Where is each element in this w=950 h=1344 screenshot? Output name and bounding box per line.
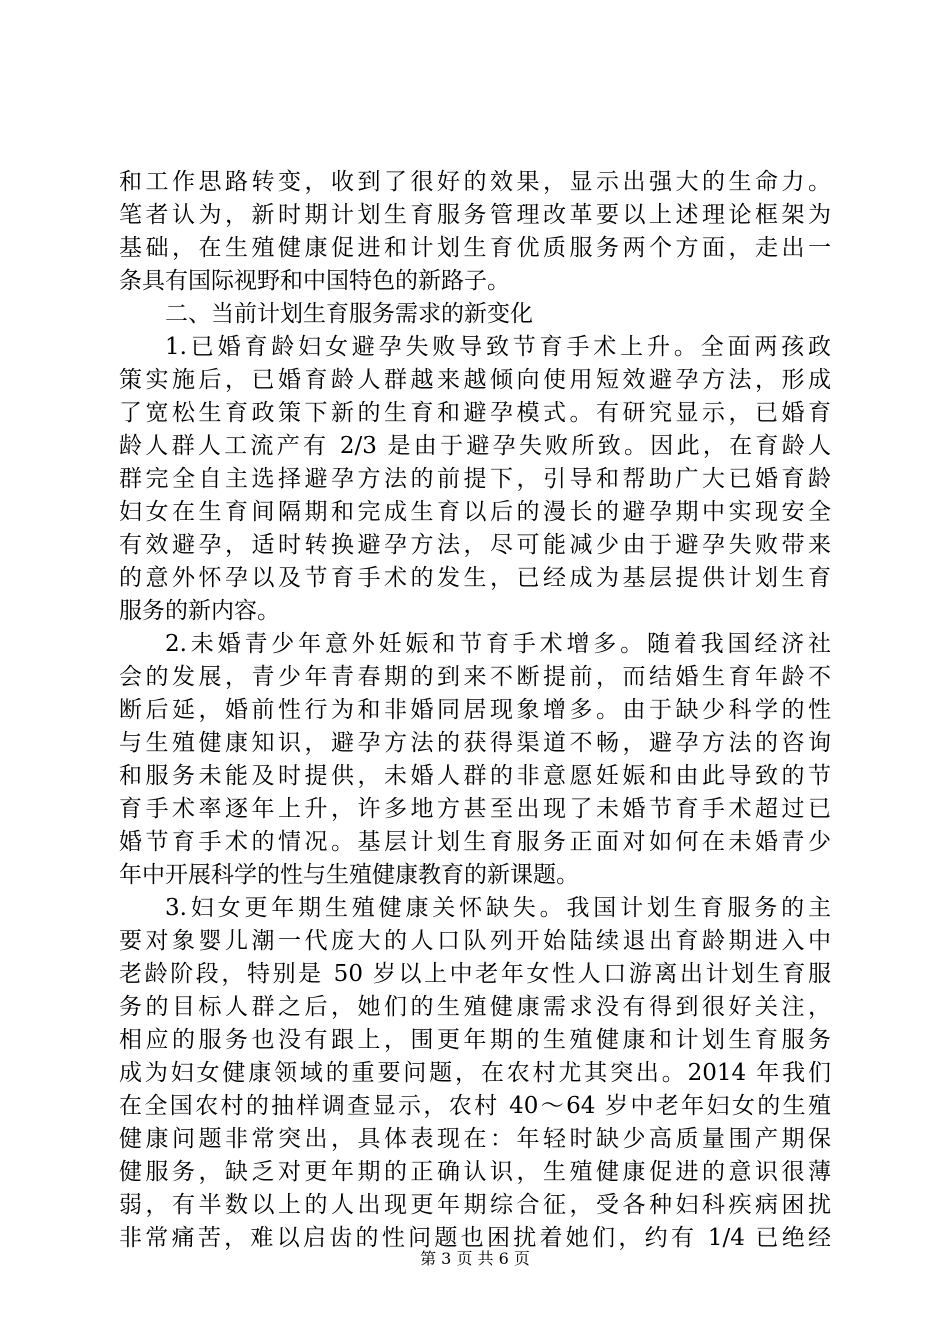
document-body xyxy=(119,166,831,1255)
text-line: 条具有国际视野和中国特色的新路子。 xyxy=(119,268,510,294)
text-line: 要对象婴儿潮一代庞大的人口队列开始陆续退出育龄期进入中 xyxy=(119,928,831,954)
text-line: 年中开展科学的性与生殖健康教育的新课题。 xyxy=(119,862,579,888)
text-line: 二、当前计划生育服务需求的新变化 xyxy=(165,301,533,327)
text-line: 龄人群人工流产有 2/3 是由于避孕失败所致。因此，在育龄人 xyxy=(119,433,831,459)
text-line: 基础，在生殖健康促进和计划生育优质服务两个方面，走出一 xyxy=(119,235,831,261)
text-line: 与生殖健康知识，避孕方法的获得渠道不畅，避孕方法的咨询 xyxy=(119,730,831,756)
text-line: 有效避孕，适时转换避孕方法，尽可能减少由于避孕失败带来 xyxy=(119,532,831,558)
text-line: 务的目标人群之后，她们的生殖健康需求没有得到很好关注， xyxy=(119,994,831,1020)
text-line: 策实施后，已婚育龄人群越来越倾向使用短效避孕方法，形成 xyxy=(119,367,831,393)
page-footer: 第 3 页 共 6 页 xyxy=(420,1249,530,1268)
text-line: 2.未婚青少年意外妊娠和节育手术增多。随着我国经济社 xyxy=(165,631,831,657)
text-line: 婚节育手术的情况。基层计划生育服务正面对如何在未婚青少 xyxy=(119,829,831,855)
text-line: 妇女在生育间隔期和完成生育以后的漫长的避孕期中实现安全 xyxy=(119,499,831,525)
text-line: 健服务，缺乏对更年期的正确认识，生殖健康促进的意识很薄 xyxy=(119,1159,831,1185)
text-line: 断后延，婚前性行为和非婚同居现象增多。由于缺少科学的性 xyxy=(119,697,831,723)
text-line: 群完全自主选择避孕方法的前提下，引导和帮助广大已婚育龄 xyxy=(119,466,831,492)
text-line: 和工作思路转变，收到了很好的效果，显示出强大的生命力。 xyxy=(119,169,831,195)
text-line: 在全国农村的抽样调查显示，农村 40～64 岁中老年妇女的生殖 xyxy=(119,1093,831,1119)
text-line: 和服务未能及时提供，未婚人群的非意愿妊娠和由此导致的节 xyxy=(119,763,831,789)
text-line: 成为妇女健康领域的重要问题，在农村尤其突出。2014 年我们 xyxy=(119,1060,831,1086)
text-line: 健康问题非常突出，具体表现在：年轻时缺少高质量围产期保 xyxy=(119,1126,831,1152)
text-line: 弱，有半数以上的人出现更年期综合征，受各种妇科疾病困扰 xyxy=(119,1192,831,1218)
text-line: 会的发展，青少年青春期的到来不断提前，而结婚生育年龄不 xyxy=(119,664,831,690)
text-line: 相应的服务也没有跟上，围更年期的生殖健康和计划生育服务 xyxy=(119,1027,831,1053)
text-line: 的意外怀孕以及节育手术的发生，已经成为基层提供计划生育 xyxy=(119,565,831,591)
text-line: 笔者认为，新时期计划生育服务管理改革要以上述理论框架为 xyxy=(119,202,831,228)
text-line: 老龄阶段，特别是 50 岁以上中老年女性人口游离出计划生育服 xyxy=(119,961,831,987)
text-line: 1.已婚育龄妇女避孕失败导致节育手术上升。全面两孩政 xyxy=(165,334,831,360)
text-line: 3.妇女更年期生殖健康关怀缺失。我国计划生育服务的主 xyxy=(165,895,831,921)
text-line: 育手术率逐年上升，许多地方甚至出现了未婚节育手术超过已 xyxy=(119,796,831,822)
text-line: 非常痛苦，难以启齿的性问题也困扰着她们，约有 1/4 已绝经 xyxy=(119,1225,831,1251)
text-line: 了宽松生育政策下新的生育和避孕模式。有研究显示，已婚育 xyxy=(119,400,831,426)
text-line: 服务的新内容。 xyxy=(119,598,280,624)
